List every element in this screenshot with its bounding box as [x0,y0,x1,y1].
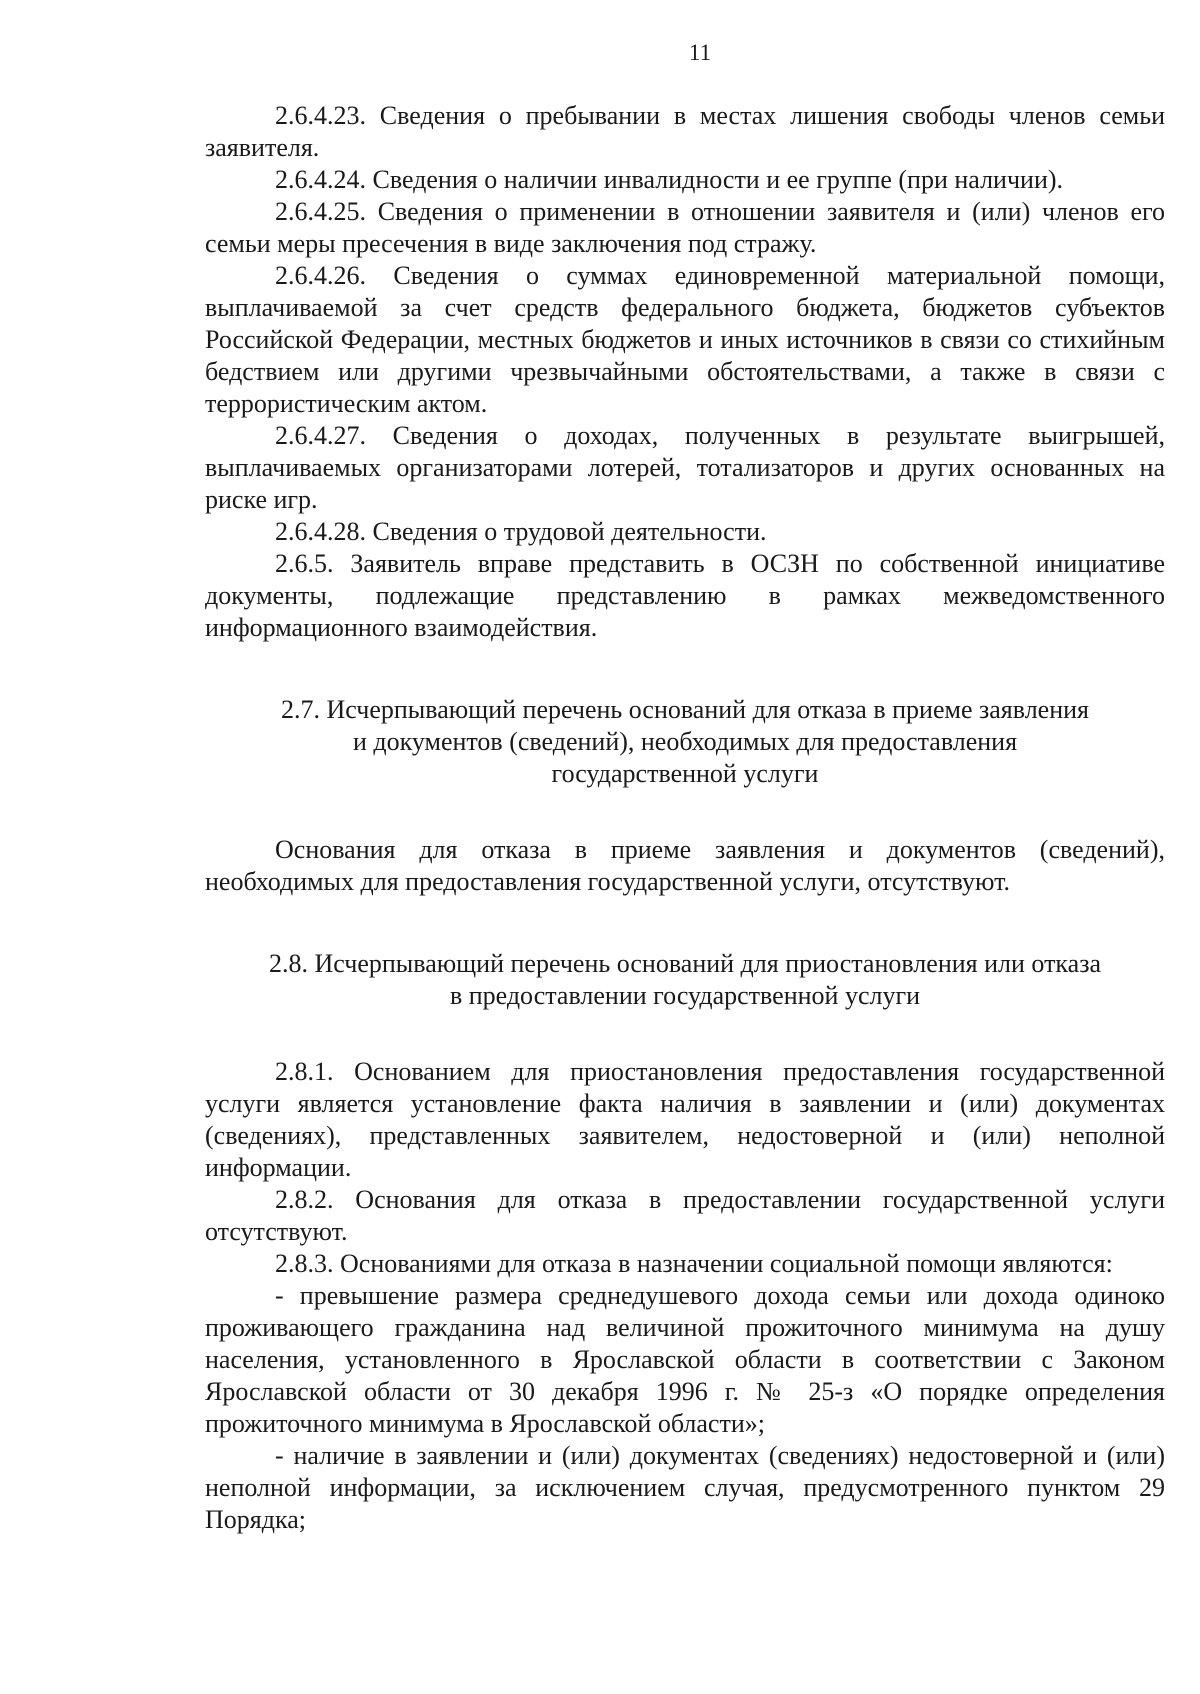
paragraph-2-8-2: 2.8.2. Основания для отказа в предоставлении государственной услуги отсутствуют. [205,1185,1165,1246]
heading-line: в предоставлении государственной услуги [449,981,921,1010]
section-heading-2-8 [205,948,1165,1012]
document-page [205,40,1165,1536]
paragraph-2-6-4-28: 2.6.4.28. Сведения о трудовой деятельности. [275,517,767,546]
heading-line: 2.7. Исчерпывающий перечень оснований для отказа в приеме заявления [280,695,1089,724]
paragraph-2-7-text: Основания для отказа в приеме заявления и документов (сведений), необходимых для предоставления государственной услуги, отсутствуют. [205,835,1165,896]
list-item-income-excess: - превышение размера среднедушевого дохода семьи или дохода одиноко проживающего гражданина над величиной прожиточного минимума на душу населения, установленного в Ярославской области в соответствии с Законом Ярославской области от 30 декабря 1996 г. № 25-з «О порядке определения прожиточного минимума в Ярославской области»; [205,1281,1165,1438]
heading-line: и документов (сведений), необходимых для предоставления [352,727,1018,756]
paragraph-2-6-4-25: 2.6.4.25. Сведения о применении в отношении заявителя и (или) членов его семьи меры пресечения в виде заключения под стражу. [205,197,1165,258]
list-item-false-information: - наличие в заявлении и (или) документах (сведениях) недостоверной и (или) неполной информации, за исключением случая, предусмотренного пунктом 29 Порядка; [205,1441,1165,1534]
heading-line: 2.8. Исчерпывающий перечень оснований для приостановления или отказа [268,949,1102,978]
paragraph-2-6-4-27: 2.6.4.27. Сведения о доходах, полученных в результате выигрышей, выплачиваемых организаторами лотерей, тотализаторов и других основанных на риске игр. [205,421,1165,514]
paragraph-2-8-1: 2.8.1. Основанием для приостановления предоставления государственной услуги является установление факта наличия в заявлении и (или) документах (сведениях), представленных заявителем, недостоверной и (или) неполной информации. [205,1057,1165,1182]
page-number: 11 [688,40,712,65]
paragraph-2-6-4-23: 2.6.4.23. Сведения о пребывании в местах лишения свободы членов семьи заявителя. [205,101,1165,162]
paragraph-2-6-4-24: 2.6.4.24. Сведения о наличии инвалидности и ее группе (при наличии). [275,165,1064,194]
heading-line: государственной услуги [551,759,819,788]
paragraph-2-8-3: 2.8.3. Основаниями для отказа в назначении социальной помощи являются: [275,1249,1113,1278]
paragraph-2-6-4-26: 2.6.4.26. Сведения о суммах единовременной материальной помощи, выплачиваемой за счет средств федерального бюджета, бюджетов субъектов Российской Федерации, местных бюджетов и иных источников в связи со стихийным бедствием или другими чрезвычайными обстоятельствами, а также в связи с террористическим актом. [205,261,1165,418]
paragraph-2-6-5: 2.6.5. Заявитель вправе представить в ОСЗН по собственной инициативе документы, подлежащие представлению в рамках межведомственного информационного взаимодействия. [205,549,1165,642]
section-heading-2-7 [205,694,1165,790]
